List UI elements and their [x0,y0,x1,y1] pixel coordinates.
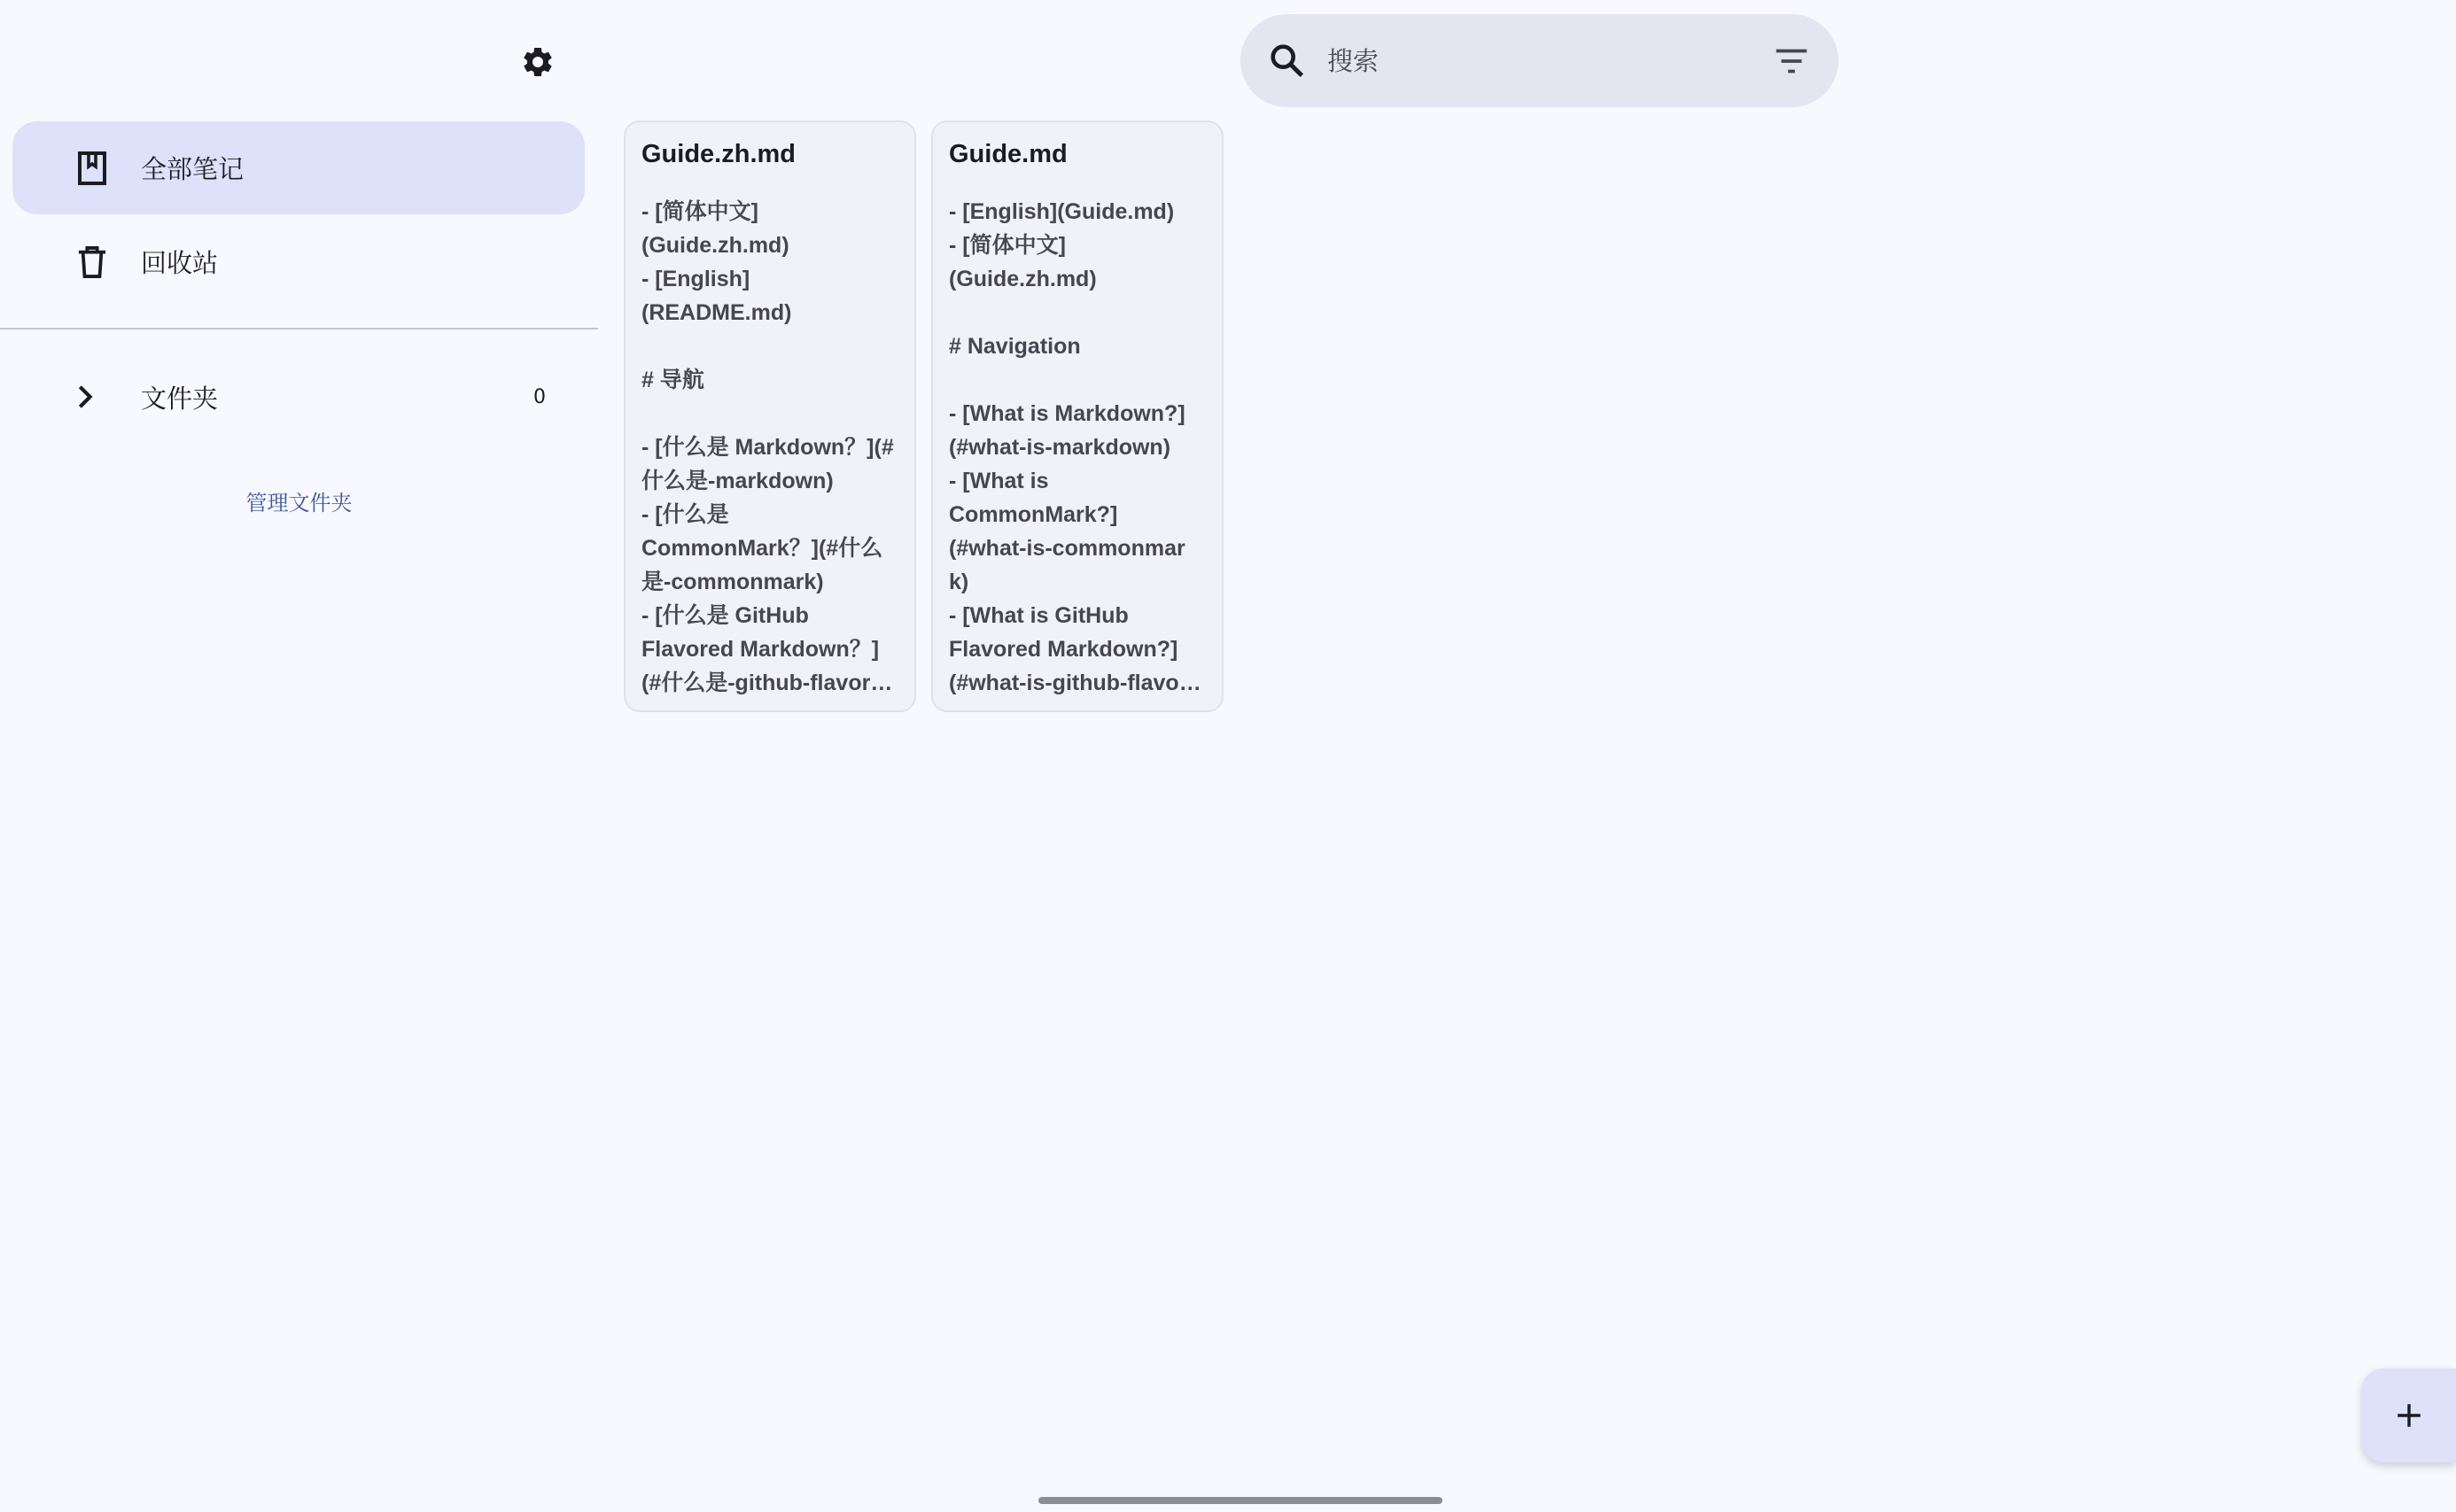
settings-button[interactable] [511,35,564,89]
manage-folders-link[interactable]: 管理文件夹 [245,491,353,516]
home-indicator[interactable] [1038,1497,1442,1504]
note-title: Guide.zh.md [641,140,796,168]
sidebar-item-all-notes[interactable] [12,121,585,214]
sidebar-item-folders[interactable] [12,353,585,441]
folders-count: 0 [533,385,546,408]
sidebar-item-label: 回收站 [141,248,219,278]
note-card[interactable] [931,120,1224,712]
search-bar [1240,14,1838,107]
chevron-right-icon [67,379,103,415]
folders-label: 文件夹 [141,383,219,414]
note-preview: - [简体中文] (Guide.zh.md) - [English] (README.md) # 导航 - [什么是 Markdown？](#什么是-markdown) - [什么是 CommonMark？](#什么是-commonmark) - [什么是 GitHub Flavored Markdown？] (#什么是-github-flavor… [641,199,894,695]
plus-icon [2394,1400,2424,1431]
divider [0,328,598,330]
sidebar-item-label: 全部笔记 [141,154,245,184]
sort-icon[interactable] [1771,41,1812,81]
search-input[interactable] [1325,34,1737,89]
notebook-icon [74,151,110,186]
note-title: Guide.md [949,140,1068,168]
sidebar [0,0,598,1512]
search-icon[interactable] [1267,41,1308,81]
note-card[interactable] [624,120,916,712]
sidebar-item-trash[interactable] [12,215,585,308]
note-preview: - [English](Guide.md) - [简体中文] (Guide.zh.md) # Navigation - [What is Markdown?] (#what-is-markdown) - [What is CommonMark?] (#what-is-commonmar k) - [What is GitHub Flavored Markdown?] (#what-is-github-flavo… [949,199,1201,695]
add-note-button[interactable] [2362,1369,2456,1462]
trash-icon [74,244,110,280]
gear-icon [520,44,556,80]
